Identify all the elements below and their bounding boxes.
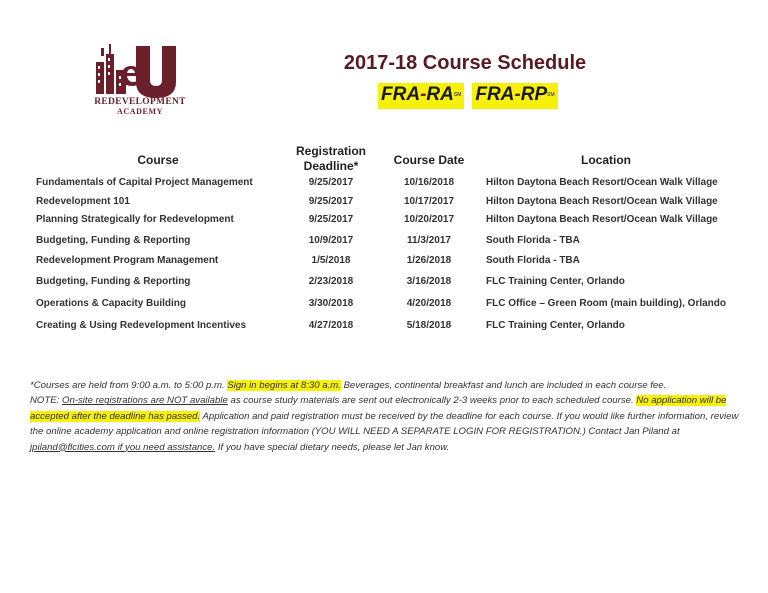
cell-deadline: 9/25/2017 bbox=[308, 177, 354, 188]
cell-deadline: 2/23/2018 bbox=[308, 276, 354, 287]
logo-wordmark bbox=[92, 97, 188, 117]
cell-deadline: 9/25/2017 bbox=[308, 196, 354, 207]
cell-location: FLC Training Center, Orlando bbox=[486, 320, 625, 331]
cell-date: 3/16/2018 bbox=[406, 276, 452, 287]
header-registration-line1: Registration bbox=[295, 144, 366, 158]
cell-deadline: 10/9/2017 bbox=[308, 235, 354, 246]
badge-fra-rp bbox=[472, 83, 557, 109]
cell-date: 10/17/2017 bbox=[403, 196, 455, 207]
cell-location: FLC Training Center, Orlando bbox=[486, 276, 625, 287]
table-row bbox=[0, 320, 768, 334]
cell-deadline: 3/30/2018 bbox=[308, 298, 354, 309]
notes-hours: *Courses are held from 9:00 a.m. to 5:00 p.m. bbox=[30, 380, 228, 391]
header-location: Location bbox=[581, 153, 631, 167]
cell-course: Creating & Using Redevelopment Incentives bbox=[36, 320, 247, 331]
table-row bbox=[0, 276, 768, 290]
cell-location: Hilton Daytona Beach Resort/Ocean Walk Village bbox=[486, 196, 718, 207]
badge-prefix: FRA bbox=[381, 84, 421, 105]
cell-course: Planning Strategically for Redevelopment bbox=[36, 214, 234, 225]
sign-in-highlight: Sign in begins at 8:30 a.m. bbox=[227, 380, 341, 391]
header-registration-deadline bbox=[276, 144, 386, 174]
badge-dash: - bbox=[514, 84, 521, 105]
table-row bbox=[0, 298, 768, 312]
cell-course: Budgeting, Funding & Reporting bbox=[36, 276, 191, 287]
cell-location: Hilton Daytona Beach Resort/Ocean Walk Village bbox=[486, 177, 718, 188]
notes-dietary: If you have special dietary needs, please let Jan know. bbox=[215, 441, 450, 453]
notes-materials: as course study materials are sent out electronically 2-3 weeks prior to each scheduled course. bbox=[227, 395, 637, 407]
table-row bbox=[0, 177, 768, 191]
cell-deadline: 4/27/2018 bbox=[308, 320, 354, 331]
table-row bbox=[0, 255, 768, 269]
cell-location: Hilton Daytona Beach Resort/Ocean Walk Village bbox=[486, 214, 718, 225]
cell-date: 5/18/2018 bbox=[406, 320, 452, 331]
header-course-date: Course Date bbox=[393, 153, 465, 167]
logo-line2: ACADEMY bbox=[117, 107, 163, 116]
cell-course: Budgeting, Funding & Reporting bbox=[36, 235, 191, 246]
badge-suffix: RA bbox=[426, 84, 454, 105]
cell-location: South Florida - TBA bbox=[486, 255, 580, 266]
cell-date: 10/20/2017 bbox=[403, 214, 455, 225]
service-mark: SM bbox=[547, 92, 555, 98]
cell-date: 10/16/2018 bbox=[403, 177, 455, 188]
notes-assistance: if you need assistance. bbox=[114, 441, 216, 453]
cell-date: 1/26/2018 bbox=[406, 255, 452, 266]
header-course: Course bbox=[137, 153, 179, 167]
service-mark: SM bbox=[453, 92, 462, 98]
table-row bbox=[0, 196, 768, 210]
table-row bbox=[0, 214, 768, 228]
cell-course: Operations & Capacity Building bbox=[36, 298, 187, 309]
notes-registration: Application and paid registration must be received by the deadline for each course. If you would like further information, review the online academy application and online registration information (YOU WILL NEED A SEPARATE LOGIN FOR REGISTRATION.) Contact Jan Piland at bbox=[30, 410, 739, 438]
cell-location: South Florida - TBA bbox=[486, 235, 580, 246]
cell-date: 4/20/2018 bbox=[406, 298, 452, 309]
onsite-notice: On-site registrations are NOT available bbox=[61, 395, 228, 407]
cell-course: Redevelopment 101 bbox=[36, 196, 130, 207]
cell-date: 11/3/2017 bbox=[407, 235, 451, 246]
cell-deadline: 1/5/2018 bbox=[311, 255, 351, 266]
badge-dash: - bbox=[420, 84, 427, 105]
cell-deadline: 9/25/2017 bbox=[308, 214, 354, 225]
page-title: 2017-18 Course Schedule bbox=[343, 52, 587, 74]
table-row bbox=[0, 235, 768, 249]
badge-suffix: RP bbox=[520, 84, 548, 105]
program-badges bbox=[378, 83, 558, 109]
cell-location: FLC Office – Green Room (main building), Orlando bbox=[486, 298, 727, 309]
logo-line1: REDEVELOPMENT bbox=[94, 97, 186, 107]
course-notes bbox=[30, 378, 742, 455]
badge-fra-ra bbox=[378, 83, 464, 109]
notes-label: NOTE: bbox=[30, 395, 62, 407]
badge-prefix: FRA bbox=[475, 84, 515, 105]
cell-course: Fundamentals of Capital Project Management bbox=[36, 177, 253, 188]
deadline-highlight: No application will be accepted after the deadline has passed. bbox=[30, 395, 727, 422]
header-registration-line2: Deadline* bbox=[303, 159, 359, 173]
notes-included: Beverages, continental breakfast and lunch are included in each course fee. bbox=[340, 380, 667, 391]
cell-course: Redevelopment Program Management bbox=[36, 255, 219, 266]
contact-email-link[interactable]: jpiland@flcities.com bbox=[30, 441, 115, 453]
